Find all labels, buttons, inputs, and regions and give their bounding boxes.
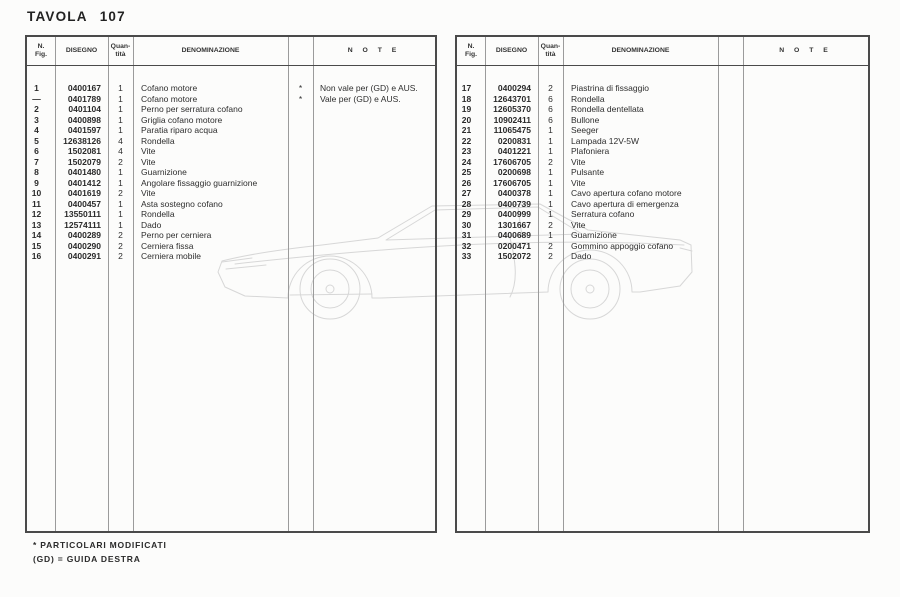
fig-number: 33 <box>461 251 472 261</box>
table-row <box>27 136 435 147</box>
note-star <box>288 146 313 157</box>
table-row <box>27 220 435 231</box>
part-name: Rondella <box>571 93 605 104</box>
note-star <box>288 199 313 210</box>
part-code: 0400167 <box>67 83 101 93</box>
left-table-body <box>27 66 435 262</box>
table-row <box>457 251 868 262</box>
part-code: 0401412 <box>67 177 101 188</box>
note-text <box>743 94 868 105</box>
part-name: Paratia riparo acqua <box>141 125 218 135</box>
part-code: 0400999 <box>497 209 531 219</box>
table-row <box>457 188 868 199</box>
header-denominazione: DENOMINAZIONE <box>181 46 240 54</box>
note-text <box>313 146 435 157</box>
part-name: Plafoniera <box>571 146 610 156</box>
part-name: Cerniera mobile <box>141 251 201 261</box>
note-star <box>288 251 313 262</box>
fig-number: 17 <box>461 83 472 93</box>
header-quantita: Quan- tità <box>110 42 131 58</box>
part-code: 0200471 <box>497 240 531 251</box>
part-name: Cofano motore <box>141 83 198 93</box>
quantity: 1 <box>548 146 553 156</box>
part-code: 17606705 <box>493 177 531 188</box>
quantity: 2 <box>548 251 553 261</box>
fig-number: 12 <box>31 209 42 219</box>
part-code: 12605370 <box>493 104 531 114</box>
part-code: 0400457 <box>67 198 101 209</box>
note-text <box>743 104 868 115</box>
part-code: 0200831 <box>497 135 531 146</box>
part-name: Cofano motore <box>141 93 198 104</box>
part-name: Guarnizione <box>571 230 617 240</box>
note-star <box>718 188 743 199</box>
quantity: 2 <box>548 219 553 230</box>
header-denominazione: DENOMINAZIONE <box>611 46 670 54</box>
note-star <box>718 241 743 252</box>
fig-number: 23 <box>461 146 472 156</box>
note-text <box>743 83 868 94</box>
footnote-modified-parts: * PARTICOLARI MODIFICATI <box>33 540 167 550</box>
note-text <box>313 220 435 231</box>
note-star <box>718 104 743 115</box>
part-code: 0401789 <box>67 93 101 104</box>
part-code: 0200698 <box>497 167 531 177</box>
fig-number: 16 <box>31 251 42 261</box>
table-row <box>457 136 868 147</box>
table-row <box>457 178 868 189</box>
fig-number: 26 <box>461 177 472 188</box>
note-star <box>718 178 743 189</box>
note-star <box>718 209 743 220</box>
fig-number: 14 <box>31 230 42 240</box>
part-name: Vite <box>141 156 156 167</box>
table-row <box>27 199 435 210</box>
part-code: 10902411 <box>493 114 531 125</box>
table-row <box>27 167 435 178</box>
note-star <box>288 188 313 199</box>
note-star <box>288 157 313 168</box>
quantity: 6 <box>548 104 553 114</box>
quantity: 1 <box>118 93 123 104</box>
note-text: Non vale per (GD) e AUS. <box>320 83 418 93</box>
fig-number: 3 <box>34 114 39 125</box>
part-code: 11065475 <box>493 125 531 135</box>
note-star <box>718 125 743 136</box>
quantity: 2 <box>118 240 123 251</box>
table-row <box>27 230 435 241</box>
quantity: 2 <box>548 156 553 167</box>
table-row <box>27 125 435 136</box>
part-name: Gommino appoggio cofano <box>571 240 674 251</box>
table-row <box>27 157 435 168</box>
part-name: Rondella <box>141 209 175 219</box>
fig-number: 24 <box>461 156 472 167</box>
quantity: 1 <box>118 219 123 230</box>
note-text <box>743 115 868 126</box>
note-text <box>313 209 435 220</box>
fig-number: 13 <box>31 219 42 230</box>
note-star <box>288 104 313 115</box>
note-star <box>288 178 313 189</box>
part-code: 0400898 <box>67 114 101 125</box>
table-row <box>457 146 868 157</box>
part-name: Guarnizione <box>141 167 187 177</box>
table-row <box>457 125 868 136</box>
table-row <box>27 146 435 157</box>
note-text <box>313 157 435 168</box>
note-star <box>718 83 743 94</box>
part-name: Seeger <box>571 125 599 135</box>
page-title-label: TAVOLA <box>27 9 88 24</box>
part-name: Cavo apertura cofano motore <box>571 188 682 198</box>
quantity: 1 <box>548 135 553 146</box>
note-star <box>718 220 743 231</box>
table-row <box>457 157 868 168</box>
part-code: 0400689 <box>497 230 531 240</box>
note-text <box>313 241 435 252</box>
note-star <box>718 146 743 157</box>
note-star: * <box>298 83 303 93</box>
part-name: Pulsante <box>571 167 605 177</box>
fig-number: 7 <box>34 156 39 167</box>
table-row <box>457 220 868 231</box>
part-code: 12638126 <box>63 135 101 146</box>
note-text <box>743 136 868 147</box>
note-text <box>313 178 435 189</box>
note-star: * <box>298 93 303 104</box>
note-text <box>313 188 435 199</box>
fig-number: 18 <box>461 93 472 104</box>
part-name: Angolare fissaggio guarnizione <box>141 177 258 188</box>
parts-table-right <box>455 35 870 533</box>
part-code: 0400739 <box>497 198 531 209</box>
table-row <box>457 199 868 210</box>
table-row <box>27 209 435 220</box>
fig-number: 31 <box>461 230 472 240</box>
quantity: 4 <box>118 135 123 146</box>
quantity: 2 <box>118 251 123 261</box>
note-star <box>288 230 313 241</box>
quantity: 2 <box>118 188 123 198</box>
quantity: 2 <box>548 83 553 93</box>
quantity: 1 <box>548 209 553 219</box>
table-row <box>457 115 868 126</box>
quantity: 1 <box>548 167 553 177</box>
table-row <box>27 241 435 252</box>
part-name: Vite <box>571 177 586 188</box>
part-code: 1301667 <box>497 219 531 230</box>
note-text: Vale per (GD) e AUS. <box>320 93 401 104</box>
table-row <box>457 209 868 220</box>
note-star <box>718 199 743 210</box>
table-row <box>457 241 868 252</box>
note-star <box>718 167 743 178</box>
note-star <box>288 220 313 231</box>
quantity: 1 <box>548 188 553 198</box>
note-text <box>313 125 435 136</box>
part-code: 0401597 <box>67 125 101 135</box>
part-name: Cavo apertura di emergenza <box>571 198 679 209</box>
part-code: 0401619 <box>67 188 101 198</box>
part-name: Rondella <box>141 135 175 146</box>
quantity: 2 <box>118 230 123 240</box>
part-code: 0401480 <box>67 167 101 177</box>
part-name: Dado <box>571 251 592 261</box>
note-text <box>313 167 435 178</box>
part-name: Rondella dentellata <box>571 104 644 114</box>
part-code: 0400294 <box>497 83 531 93</box>
fig-number: 30 <box>461 219 472 230</box>
note-text <box>743 220 868 231</box>
quantity: 1 <box>118 114 123 125</box>
fig-number: 6 <box>34 146 39 156</box>
quantity: 6 <box>548 93 553 104</box>
part-code: 0400289 <box>67 230 101 240</box>
fig-number: 27 <box>461 188 472 198</box>
note-text <box>743 251 868 262</box>
fig-number: 29 <box>461 209 472 219</box>
part-code: 17606705 <box>493 156 531 167</box>
note-star <box>288 167 313 178</box>
part-name: Cerniera fissa <box>141 240 194 251</box>
fig-number: 5 <box>34 135 39 146</box>
note-text <box>313 199 435 210</box>
table-header-row <box>27 37 435 66</box>
note-text <box>743 157 868 168</box>
note-text <box>743 209 868 220</box>
fig-number: 21 <box>461 125 472 135</box>
note-text <box>313 251 435 262</box>
quantity: 2 <box>548 240 553 251</box>
right-table-body <box>457 66 868 262</box>
part-name: Vite <box>141 188 156 198</box>
part-code: 1502072 <box>497 251 531 261</box>
fig-number: 28 <box>461 198 472 209</box>
header-quantita: Quan- tità <box>540 42 561 58</box>
note-star <box>718 251 743 262</box>
note-text <box>743 146 868 157</box>
fig-number: 9 <box>34 177 39 188</box>
note-star <box>718 157 743 168</box>
table-row <box>27 94 435 105</box>
note-star <box>718 136 743 147</box>
quantity: 1 <box>118 104 123 114</box>
part-code: 0401104 <box>68 104 101 114</box>
part-name: Piastrina di fissaggio <box>571 83 649 93</box>
quantity: 1 <box>118 167 123 177</box>
part-code: 12574111 <box>64 219 101 230</box>
quantity: 1 <box>548 198 553 209</box>
plate-number: 107 <box>99 9 126 24</box>
table-row <box>457 104 868 115</box>
table-row <box>27 115 435 126</box>
header-note: N O T E <box>347 46 401 54</box>
quantity: 1 <box>548 177 553 188</box>
parts-table-left <box>25 35 437 533</box>
header-fig: N. Fig. <box>34 42 48 58</box>
quantity: 1 <box>118 83 123 93</box>
part-name: Vite <box>571 219 586 230</box>
note-text <box>743 241 868 252</box>
part-name: Griglia cofano motore <box>141 114 223 125</box>
fig-number: 20 <box>461 114 472 125</box>
part-code: 12643701 <box>493 93 531 104</box>
note-text <box>313 136 435 147</box>
part-name: Dado <box>141 219 162 230</box>
fig-number: 10 <box>31 188 42 198</box>
table-row <box>457 94 868 105</box>
note-text <box>743 188 868 199</box>
table-row <box>457 230 868 241</box>
fig-number: — <box>32 93 41 104</box>
table-row <box>27 178 435 189</box>
table-row <box>27 104 435 115</box>
part-name: Perno per serratura cofano <box>141 104 243 114</box>
part-name: Bullone <box>571 114 600 125</box>
part-name: Vite <box>141 146 156 156</box>
fig-number: 25 <box>461 167 472 177</box>
part-name: Asta sostegno cofano <box>141 198 223 209</box>
quantity: 1 <box>548 230 553 240</box>
note-star <box>288 136 313 147</box>
header-note: N O T E <box>779 46 832 54</box>
note-text <box>313 115 435 126</box>
table-row <box>457 167 868 178</box>
note-star <box>718 230 743 241</box>
part-code: 0401221 <box>497 146 531 156</box>
fig-number: 8 <box>34 167 39 177</box>
quantity: 6 <box>548 114 553 125</box>
part-code: 0400290 <box>67 240 101 251</box>
table-row <box>27 188 435 199</box>
quantity: 1 <box>118 125 123 135</box>
quantity: 1 <box>548 125 553 135</box>
note-text <box>313 104 435 115</box>
note-star <box>288 115 313 126</box>
part-code: 0400291 <box>67 251 101 261</box>
page-title <box>27 9 126 24</box>
table-row <box>27 83 435 94</box>
note-star <box>288 241 313 252</box>
fig-number: 15 <box>31 240 42 251</box>
part-name: Serratura cofano <box>571 209 635 219</box>
header-disegno: DISEGNO <box>65 46 98 54</box>
fig-number: 4 <box>34 125 39 135</box>
part-name: Lampada 12V-5W <box>571 135 640 146</box>
table-row <box>27 251 435 262</box>
fig-number: 1 <box>34 83 39 93</box>
fig-number: 2 <box>34 104 39 114</box>
part-name: Vite <box>571 156 586 167</box>
quantity: 4 <box>118 146 123 156</box>
fig-number: 22 <box>461 135 472 146</box>
fig-number: 19 <box>461 104 472 114</box>
table-header-row <box>457 37 868 66</box>
header-fig: N. Fig. <box>464 42 478 58</box>
quantity: 2 <box>118 156 123 167</box>
note-text <box>743 167 868 178</box>
fig-number: 11 <box>32 198 41 209</box>
quantity: 1 <box>118 198 123 209</box>
quantity: 1 <box>118 177 123 188</box>
table-row <box>457 83 868 94</box>
note-star <box>718 94 743 105</box>
note-text <box>743 178 868 189</box>
part-code: 1502081 <box>67 146 101 156</box>
fig-number: 32 <box>461 240 472 251</box>
part-name: Perno per cerniera <box>141 230 212 240</box>
note-text <box>313 230 435 241</box>
part-code: 13550111 <box>64 209 101 219</box>
note-star <box>718 115 743 126</box>
note-star <box>288 125 313 136</box>
note-text <box>743 230 868 241</box>
note-star <box>288 209 313 220</box>
part-code: 0400378 <box>497 188 531 198</box>
note-text <box>743 199 868 210</box>
footnote-gd-legend: (GD) = GUIDA DESTRA <box>33 554 141 564</box>
note-text <box>743 125 868 136</box>
quantity: 1 <box>118 209 123 219</box>
header-disegno: DISEGNO <box>495 46 528 54</box>
part-code: 1502079 <box>67 156 101 167</box>
